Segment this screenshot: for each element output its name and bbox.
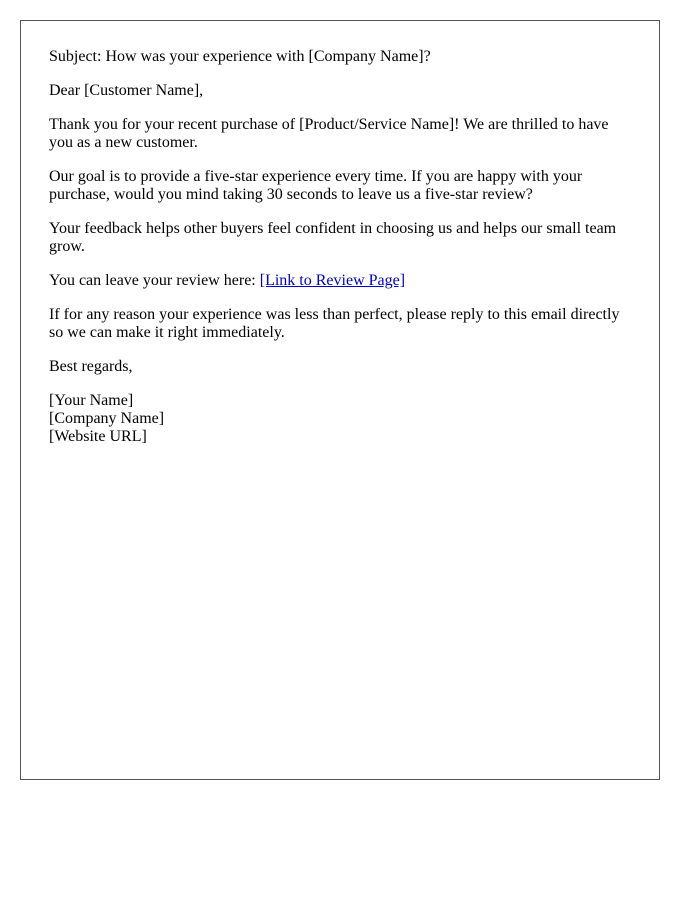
closing: Best regards,: [49, 358, 133, 375]
signature-company: [Company Name]: [49, 410, 165, 427]
paragraph-thanks: Thank you for your recent purchase of [Product/Service Name]! We are thrilled to have you as a new customer.: [49, 116, 609, 151]
paragraph-goal: Our goal is to provide a five-star experience every time. If you are happy with your purchase, would you mind taking 30 seconds to leave us a five-star review?: [49, 168, 583, 203]
greeting: Dear [Customer Name],: [49, 82, 204, 99]
paragraph-review: [49, 272, 631, 290]
signature-website: [Website URL]: [49, 428, 147, 445]
review-page-link[interactable]: [Link to Review Page]: [259, 272, 406, 289]
email-letter: [20, 20, 660, 780]
signature-block: [49, 392, 631, 446]
subject-line: Subject: How was your experience with [Company Name]?: [49, 48, 431, 65]
review-prefix: You can leave your review here:: [49, 272, 260, 289]
signature-name: [Your Name]: [49, 392, 134, 409]
paragraph-feedback: Your feedback helps other buyers feel confident in choosing us and helps our small team grow.: [49, 220, 617, 255]
paragraph-reply: If for any reason your experience was less than perfect, please reply to this email directly so we can make it right immediately.: [49, 306, 620, 341]
